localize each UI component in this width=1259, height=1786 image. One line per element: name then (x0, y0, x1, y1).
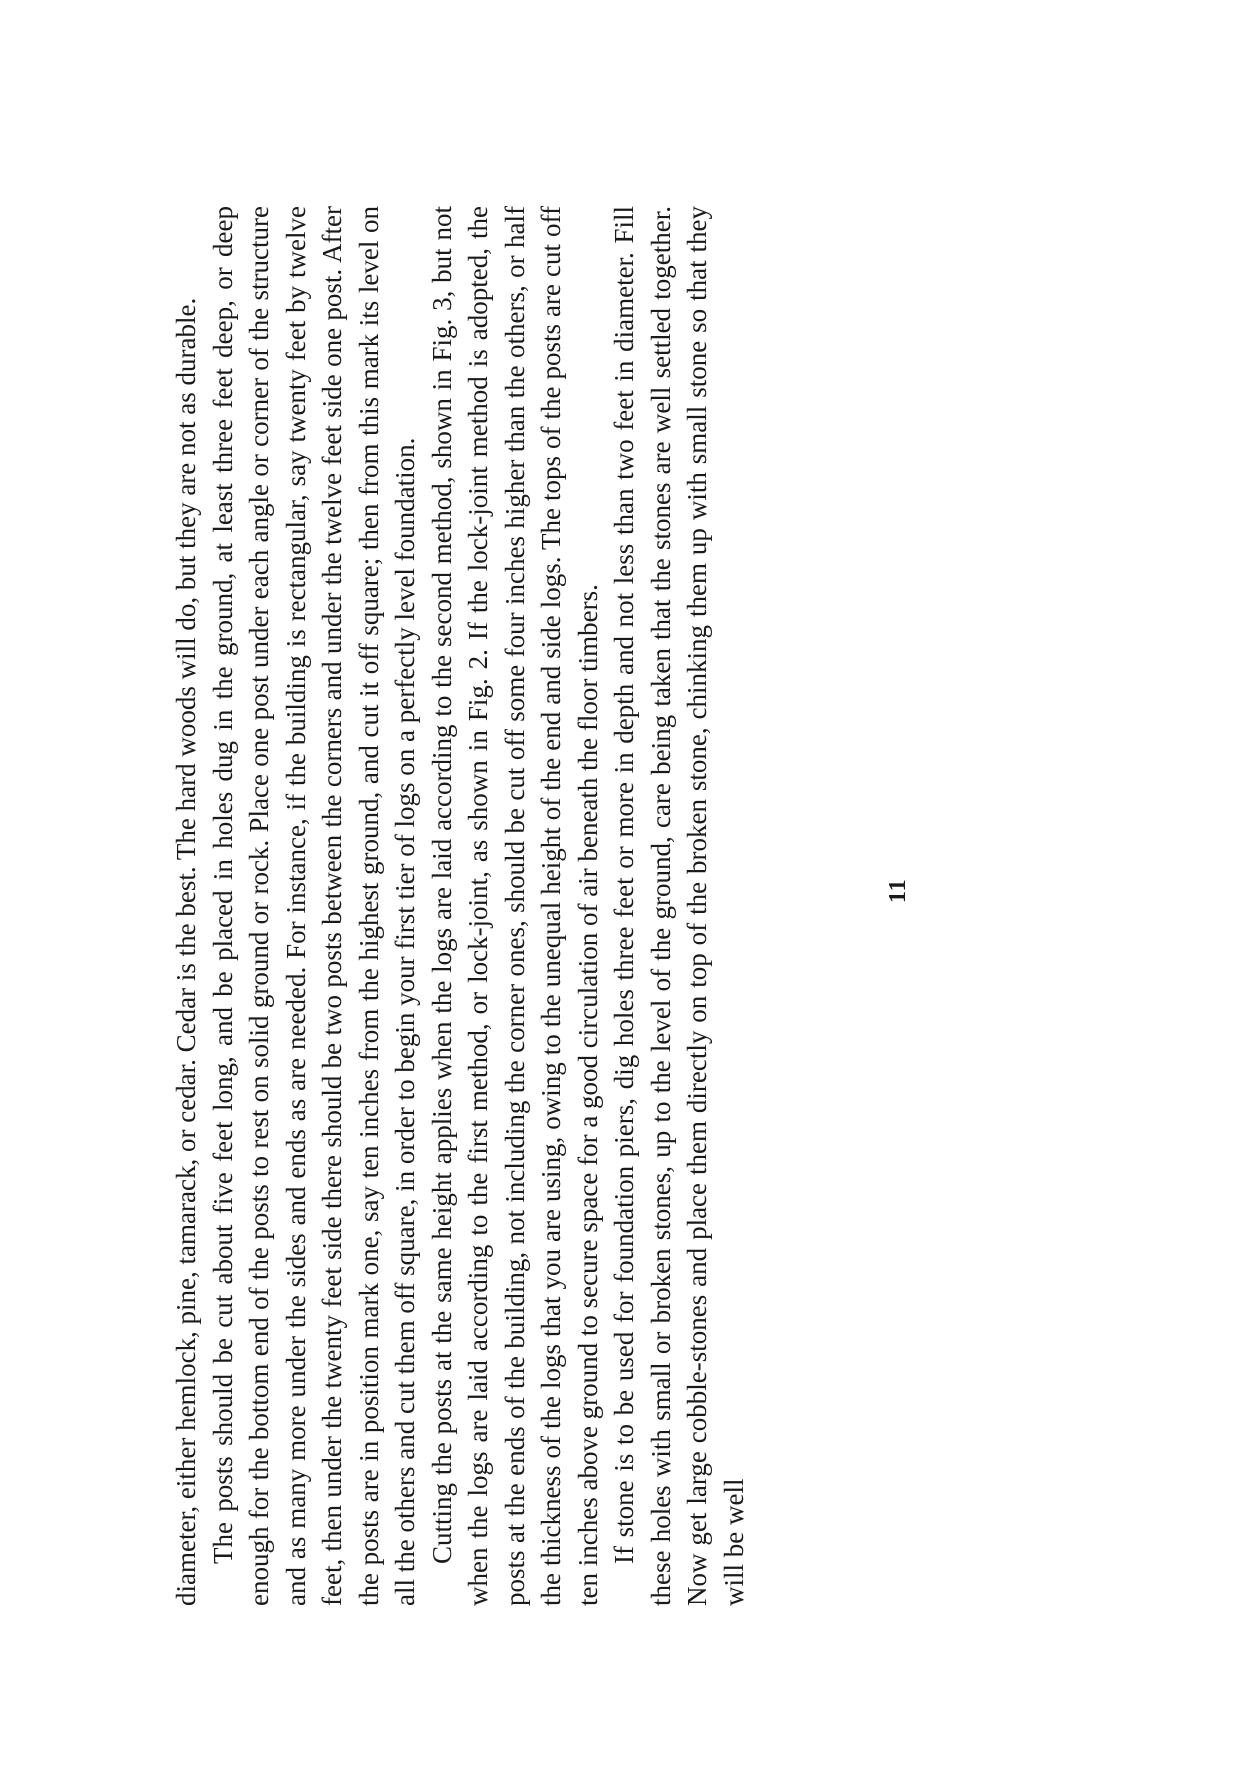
paragraph-1: diameter, either hemlock, pine, tamarack, or cedar. Cedar is the best. The hard woods will do, but they are not as durable. (171, 297, 201, 1606)
paragraph-4: If stone is to be used for foundation piers, dig holes three feet or more in depth and not less than two feet in diameter. Fill these holes with small or broken stones, up to the level of the ground, care being taken that the stones are well settled together. Now get large cobble-stones and place them directly on top of the broken stone, chinking them up with small stone so that they will be well (609, 206, 749, 1606)
body-text (168, 206, 752, 1606)
page-number: 11 (885, 878, 911, 903)
paragraph-2: The posts should be cut about five feet long, and be placed in holes dug in the ground, at least three feet deep, or deep enough for the bottom end of the posts to rest on solid ground or rock. Place one post under each angle or corner of the structure and as many more under the sides and ends as are needed. For instance, if the building is rectangular, say twenty feet by twelve feet, then under the twenty feet side there should be two posts between the corners and under the twelve feet side one post. After the posts are in position mark one, say ten inches from the highest ground, and cut it off square; then from this mark its level on all the others and cut them off square, in order to begin your first tier of logs on a perfectly level foundation. (207, 206, 420, 1606)
paragraph-3: Cutting the posts at the same height applies when the logs are laid according to the second method, shown in Fig. 3, but not when the logs are laid according to the first method, or lock-joint, as shown in Fig. 2. If the lock-joint method is adopted, the posts at the ends of the building, not including the corner ones, should be cut off some four inches higher than the others, or half the thickness of the logs that you are using, owing to the unequal height of the end and side logs. The tops of the posts are cut off ten inches above ground to secure space for a good circulation of air beneath the floor timbers. (426, 206, 603, 1606)
